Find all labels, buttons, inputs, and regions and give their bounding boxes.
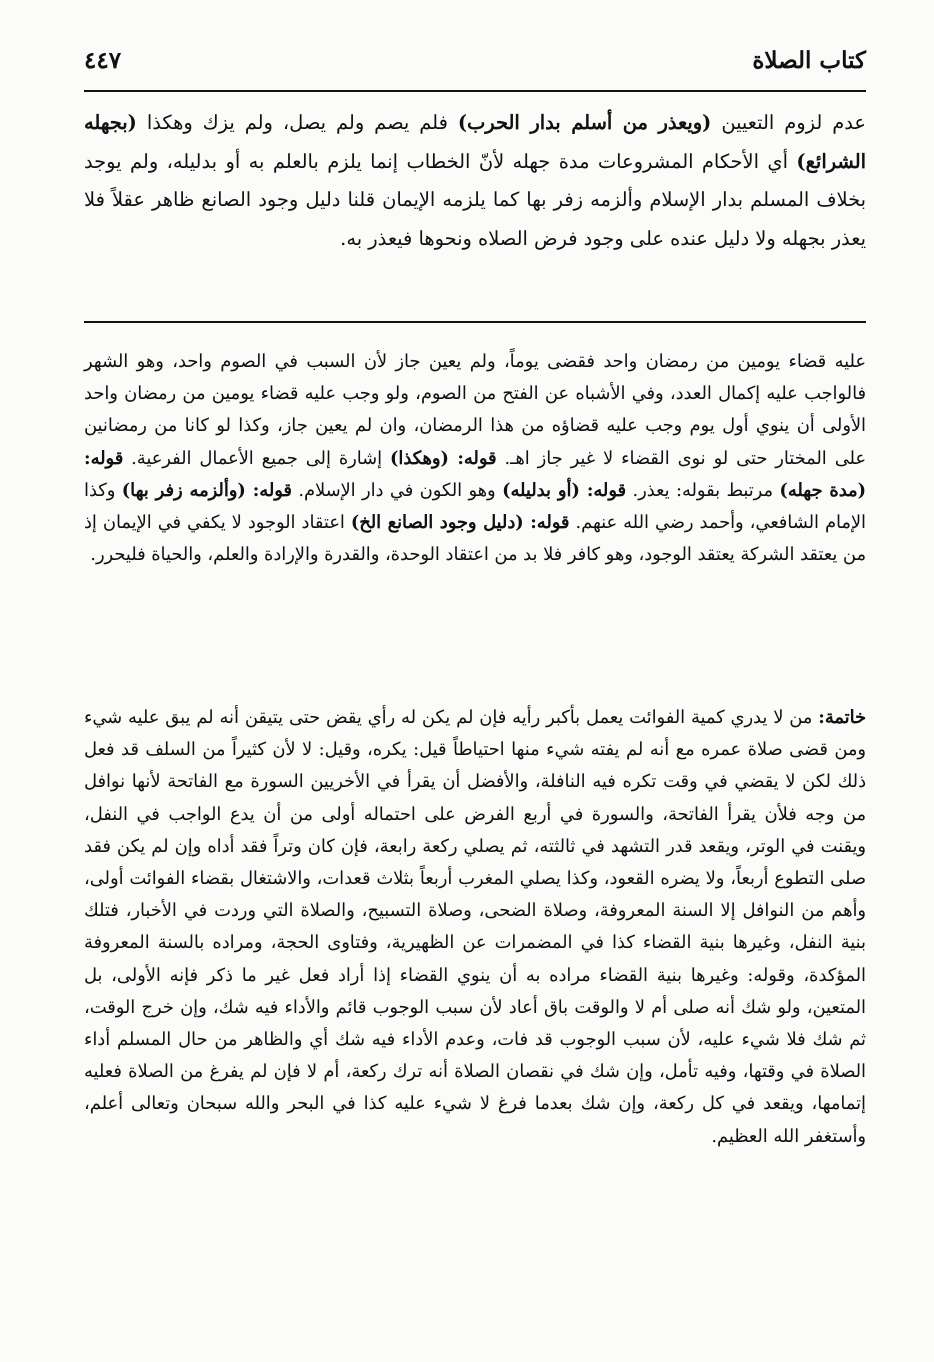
conclusion-text: من لا يدري كمية الفوائت يعمل بأكبر رأيه فإن لم يكن له رأي يقض حتى يتيقن أنه لم يبق عليه شيء ومن قضى صلاة عمره مع أنه لم يفته شيء منها احتياطاً قيل: يكره، وقيل: لا لأن كثيراً من السلف قد فعل ذلك لكن لا يقضي في وقت تكره فيه النافلة، والأفضل أن يقرأ في الأخريين السورة مع الفاتحة لأنها نوافل من وجه فلأن يقرأ الفاتحة، والسورة في أربع الفرض على احتماله أولى من أن يدع الواجب في النفل، ويقنت في الوتر، ويقعد قدر التشهد في ثالثته، ثم يصلي ركعة رابعة، فإن كان وتراً فقد أداه وإن لم يكن فقد صلى التطوع أربعاً، ولا يضره القعود، وكذا يصلي المغرب أربعاً بثلاث قعدات، والاشتغال بقضاء الفوائت أولى، وأهم من النوافل إلا السنة المعروفة، وصلاة الضحى، وصلاة التسبيح، والصلاة التي وردت في الأخبار، فتلك بنية النفل، وغيرها بنية القضاء كذا في المضمرات عن الظهيرية، وفتاوى الحجة، ومراده بالسنة المعروفة المؤكدة، وقوله: وغيرها بنية القضاء مراده به أن ينوي القضاء إذا أراد فعل غير ما ذكر فإنه الأولى، بل المتعين، ولو شك أنه صلى أم لا والوقت باق أعاد لأن سبب الوجوب قائم والأداء فيه شك، وإن خرج الوقت، ثم شك فلا شيء عليه، لأن سبب الوجوب قد فات، وعدم الأداء فيه شك أي والظاهر من حال المسلم أداء الصلاة في وقتها، وفيه تأمل، وإن شك في نقصان الصلاة أنه ترك ركعة، أم لا فإن لم يفرغ من الصلاة فعليه إتمامها، ويقعد في كل ركعة، وإن شك بعدما فرغ لا شيء عليه كذا في البحر والله سبحان وتعالى أعلم، وأستغفر الله العظيم.	[84, 707, 866, 1147]
matn-text: أي الأحكام المشروعات مدة جهله لأنّ الخطاب إنما يلزم بالعلم به أو بدليله، ولم يوجد بخلاف المسلم بدار الإسلام وألزمه زفر بها كما يلزمه الإيمان قلنا دليل وجود الصانع ظاهر عقلاً فلا يعذر بجهله ولا دليل عنده على وجود فرض الصلاه ونحوها فيعذر به.	[84, 149, 866, 250]
commentary-lemma: قوله: (وهكذا)	[389, 447, 497, 469]
commentary-paragraph	[84, 346, 866, 571]
conclusion-paragraph	[84, 702, 866, 1153]
matn-text: فلم يصم ولم يصل، ولم يزك وهكذا	[136, 111, 458, 134]
commentary-text: وكذا الإمام الشافعي، وأحمد رضي الله عنهم.	[84, 479, 866, 534]
commentary-lemma: قوله: (مدة جهله)	[84, 447, 866, 501]
commentary-lemma: قوله: (وألزمه زفر بها)	[121, 479, 292, 501]
commentary-text: مرتبط بقوله: يعذر.	[626, 479, 780, 501]
commentary-text: إشارة إلى جميع الأعمال الفرعية.	[123, 447, 390, 469]
conclusion-heading: خاتمة:	[818, 707, 866, 728]
matn-bold-phrase: (بجهله الشرائع)	[84, 111, 866, 173]
commentary-divider	[84, 321, 866, 323]
matn-paragraph	[84, 104, 866, 258]
page-header	[84, 38, 866, 82]
commentary-lemma: قوله: (أو بدليله)	[502, 479, 627, 501]
commentary-text: عليه قضاء يومين من رمضان واحد فقضى يوماً، ولم يعين جاز لأن السبب في الصوم واحد، وهو الشهر فالواجب عليه إكمال العدد، وفي الأشباه عن الفتح من الصوم، ولو وجب عليه قضاء يومين من رمضان واحد الأولى أن ينوي أول يوم وجب عليه قضاؤه من هذا الرمضان، وان لم يعين جاز، وكذا لو كانا من رمضانين على المختار حتى لو نوى القضاء لا غير جاز اهـ.	[84, 351, 867, 469]
header-divider	[84, 90, 866, 92]
page-number: ٤٤٧	[84, 46, 122, 74]
commentary-lemma: قوله: (دليل وجود الصانع الخ)	[350, 512, 570, 534]
matn-text: عدم لزوم التعيين	[711, 111, 866, 134]
matn-bold-phrase: (ويعذر من أسلم بدار الحرب)	[457, 111, 712, 134]
book-title: كتاب الصلاة	[752, 46, 866, 74]
commentary-text: اعتقاد الوجود لا يكفي في الإيمان إذ من يعتقد الشركة يعتقد الوجود، وهو كافر فلا بد من اعتقاد الوحدة، والقدرة والإرادة والعلم، والحياة فليحرر.	[84, 512, 866, 566]
commentary-text: وهو الكون في دار الإسلام.	[291, 479, 503, 501]
